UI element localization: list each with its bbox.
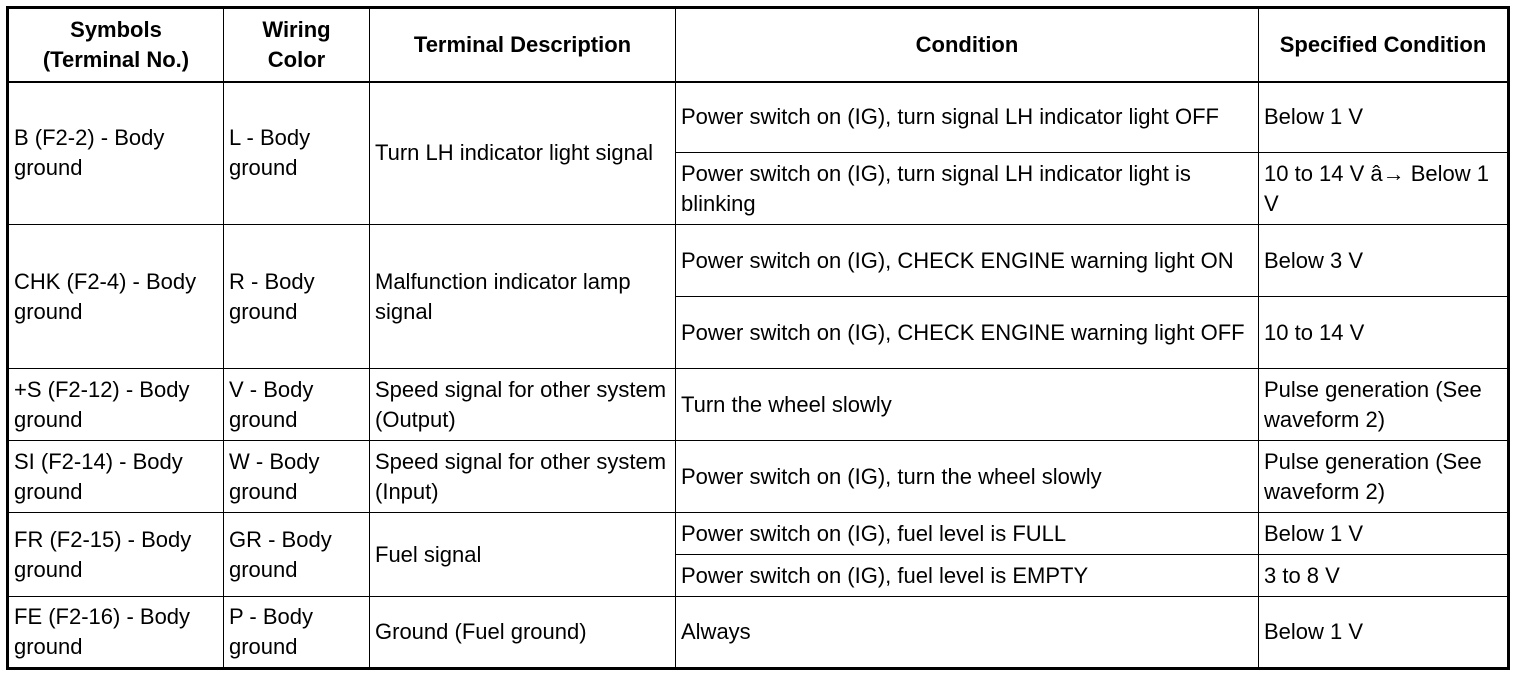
wiring-color-cell: P - Body ground <box>224 597 370 669</box>
wiring-color-cell: R - Body ground <box>224 225 370 369</box>
header-condition: Condition <box>676 8 1259 82</box>
symbol-cell: CHK (F2-4) - Body ground <box>8 225 224 369</box>
table-row <box>8 369 1509 441</box>
header-symbols: Symbols (Terminal No.) <box>8 8 224 82</box>
header-specified-condition: Specified Condition <box>1259 8 1509 82</box>
wiring-color-cell: L - Body ground <box>224 82 370 225</box>
terminal-inspection-table <box>6 6 1510 670</box>
symbol-cell: FR (F2-15) - Body ground <box>8 513 224 597</box>
condition-cell: Power switch on (IG), CHECK ENGINE warning light ON <box>676 225 1259 297</box>
table-row <box>8 513 1509 555</box>
header-row <box>8 8 1509 82</box>
symbol-cell: +S (F2-12) - Body ground <box>8 369 224 441</box>
terminal-description-cell: Turn LH indicator light signal <box>370 82 676 225</box>
condition-cell: Power switch on (IG), fuel level is EMPTY <box>676 555 1259 597</box>
wiring-color-cell: V - Body ground <box>224 369 370 441</box>
terminal-description-cell: Ground (Fuel ground) <box>370 597 676 669</box>
table-body <box>8 82 1509 669</box>
specified-condition-cell: 10 to 14 V â→ Below 1 V <box>1259 153 1509 225</box>
header-terminal-description: Terminal Description <box>370 8 676 82</box>
symbol-cell: SI (F2-14) - Body ground <box>8 441 224 513</box>
specified-condition-cell: Below 3 V <box>1259 225 1509 297</box>
terminal-description-cell: Malfunction indicator lamp signal <box>370 225 676 369</box>
specified-condition-cell: Below 1 V <box>1259 513 1509 555</box>
condition-cell: Power switch on (IG), CHECK ENGINE warning light OFF <box>676 297 1259 369</box>
specified-condition-cell: Pulse generation (See waveform 2) <box>1259 369 1509 441</box>
condition-cell: Power switch on (IG), turn signal LH indicator light is blinking <box>676 153 1259 225</box>
table-row <box>8 225 1509 297</box>
specified-condition-cell: 3 to 8 V <box>1259 555 1509 597</box>
header-wiring-color: Wiring Color <box>224 8 370 82</box>
wiring-color-cell: GR - Body ground <box>224 513 370 597</box>
table-row <box>8 441 1509 513</box>
wiring-color-cell: W - Body ground <box>224 441 370 513</box>
table-row <box>8 82 1509 153</box>
condition-cell: Power switch on (IG), turn signal LH indicator light OFF <box>676 82 1259 153</box>
table-row <box>8 597 1509 669</box>
condition-cell: Turn the wheel slowly <box>676 369 1259 441</box>
specified-condition-cell: Below 1 V <box>1259 82 1509 153</box>
condition-cell: Always <box>676 597 1259 669</box>
terminal-description-cell: Speed signal for other system (Output) <box>370 369 676 441</box>
terminal-description-cell: Fuel signal <box>370 513 676 597</box>
condition-cell: Power switch on (IG), turn the wheel slowly <box>676 441 1259 513</box>
specified-condition-cell: 10 to 14 V <box>1259 297 1509 369</box>
symbol-cell: B (F2-2) - Body ground <box>8 82 224 225</box>
specified-condition-cell: Below 1 V <box>1259 597 1509 669</box>
condition-cell: Power switch on (IG), fuel level is FULL <box>676 513 1259 555</box>
specified-condition-cell: Pulse generation (See waveform 2) <box>1259 441 1509 513</box>
terminal-description-cell: Speed signal for other system (Input) <box>370 441 676 513</box>
symbol-cell: FE (F2-16) - Body ground <box>8 597 224 669</box>
